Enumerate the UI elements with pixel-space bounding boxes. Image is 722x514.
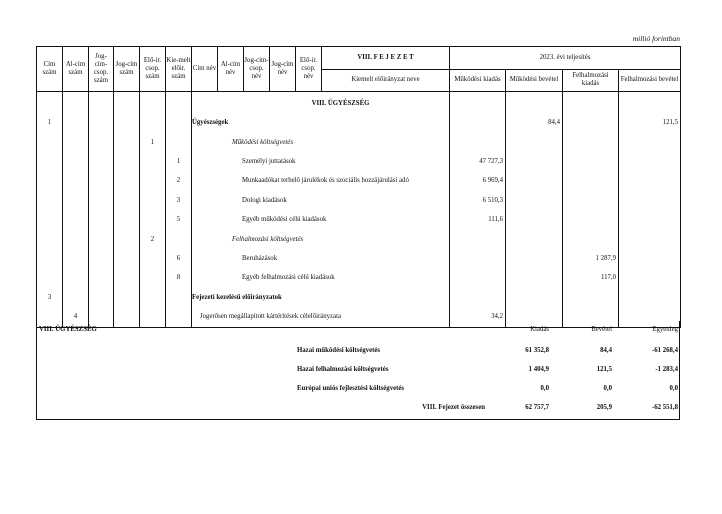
code-cell bbox=[37, 249, 63, 268]
header-jogcim-nev: Jog-cím név bbox=[270, 47, 296, 92]
code-cell bbox=[37, 152, 63, 171]
budget-table bbox=[36, 46, 681, 328]
summary-value: 0,0 bbox=[603, 385, 612, 392]
value-cell: 117,0 bbox=[563, 269, 619, 288]
table-row bbox=[37, 269, 681, 288]
value-cell bbox=[619, 172, 681, 191]
code-cell bbox=[114, 191, 140, 210]
code-cell bbox=[63, 249, 89, 268]
value-cell bbox=[619, 133, 681, 152]
row-name: Fejezeti kezelésű előirányzatok bbox=[192, 288, 450, 307]
value-cell bbox=[563, 113, 619, 132]
header-cim-szam: Cím szám bbox=[37, 47, 63, 92]
code-cell bbox=[63, 210, 89, 229]
table-row bbox=[37, 113, 681, 132]
summary-col-egyenleg: Egyenleg bbox=[652, 326, 678, 333]
summary-value: 0,0 bbox=[540, 385, 549, 392]
table-row bbox=[37, 210, 681, 229]
value-cell bbox=[450, 249, 506, 268]
header-jogcimcsop-nev: Jog-cím-csop. név bbox=[244, 47, 270, 92]
code-cell bbox=[37, 133, 63, 152]
code-cell: 4 bbox=[63, 307, 89, 327]
value-cell: 47 727,3 bbox=[450, 152, 506, 171]
code-cell bbox=[166, 92, 192, 114]
table-row bbox=[37, 92, 681, 114]
code-cell: 1 bbox=[37, 113, 63, 132]
code-cell bbox=[89, 113, 114, 132]
header-mukodesi-kiadas: Működési kiadás bbox=[450, 69, 506, 92]
value-cell bbox=[506, 133, 563, 152]
value-cell: 121,5 bbox=[619, 113, 681, 132]
header-period: 2023. évi teljesítés bbox=[450, 47, 681, 70]
header-cim-nev: Cím név bbox=[192, 47, 218, 92]
header-alcim-szam: Al-cím szám bbox=[63, 47, 89, 92]
code-cell bbox=[140, 113, 166, 132]
code-cell bbox=[114, 133, 140, 152]
value-cell bbox=[506, 92, 563, 114]
code-cell bbox=[166, 288, 192, 307]
code-cell bbox=[63, 288, 89, 307]
code-cell bbox=[114, 152, 140, 171]
summary-value: 1 404,9 bbox=[528, 366, 549, 373]
row-name: Egyéb működési célú kiadások bbox=[192, 210, 450, 229]
summary-value: -61 268,4 bbox=[651, 347, 678, 354]
value-cell bbox=[563, 172, 619, 191]
code-cell bbox=[89, 92, 114, 114]
value-cell: 84,4 bbox=[506, 113, 563, 132]
code-cell: 1 bbox=[140, 133, 166, 152]
value-cell bbox=[506, 210, 563, 229]
value-cell bbox=[619, 210, 681, 229]
code-cell bbox=[89, 191, 114, 210]
value-cell bbox=[563, 191, 619, 210]
row-name: VIII. ÜGYÉSZSÉG bbox=[192, 92, 450, 114]
row-name: Munkaadókat terhelő járulékok és szociális hozzájárulási adó bbox=[192, 172, 450, 191]
header-mukodesi-bevetel: Működési bevétel bbox=[506, 69, 563, 92]
code-cell bbox=[166, 133, 192, 152]
header-eloir-csop-szam: Elő-ir. csop. szám bbox=[140, 47, 166, 92]
summary-line-label: Európai uniós fejlesztési költségvetés bbox=[297, 385, 405, 392]
code-cell bbox=[63, 269, 89, 288]
code-cell bbox=[114, 92, 140, 114]
code-cell: 8 bbox=[166, 269, 192, 288]
code-cell bbox=[89, 230, 114, 249]
code-cell bbox=[140, 92, 166, 114]
value-cell bbox=[619, 191, 681, 210]
summary-value: -62 551,8 bbox=[651, 404, 678, 411]
header-jogcim-szam: Jog-cím szám bbox=[114, 47, 140, 92]
code-cell bbox=[63, 152, 89, 171]
table-row bbox=[37, 230, 681, 249]
summary-line-label: VIII. Fejezet összesen bbox=[422, 404, 485, 411]
header-felhalmozasi-kiadas: Felhalmozási kiadás bbox=[563, 69, 619, 92]
code-cell bbox=[140, 152, 166, 171]
value-cell: 1 287,9 bbox=[563, 249, 619, 268]
code-cell: 2 bbox=[140, 230, 166, 249]
code-cell bbox=[140, 191, 166, 210]
code-cell bbox=[63, 230, 89, 249]
code-cell bbox=[63, 92, 89, 114]
value-cell bbox=[506, 152, 563, 171]
value-cell bbox=[619, 249, 681, 268]
code-cell bbox=[63, 191, 89, 210]
value-cell bbox=[563, 210, 619, 229]
code-cell bbox=[89, 269, 114, 288]
unit-label: millió forintban bbox=[632, 34, 680, 43]
value-cell bbox=[506, 288, 563, 307]
value-cell bbox=[450, 269, 506, 288]
code-cell bbox=[140, 249, 166, 268]
table-row bbox=[37, 133, 681, 152]
value-cell bbox=[563, 230, 619, 249]
value-cell bbox=[563, 92, 619, 114]
row-name: Egyéb felhalmozási célú kiadások bbox=[192, 269, 450, 288]
value-cell: 34,2 bbox=[450, 307, 506, 327]
code-cell bbox=[140, 210, 166, 229]
value-cell: 6 969,4 bbox=[450, 172, 506, 191]
value-cell bbox=[619, 152, 681, 171]
row-name: Jogerősen megállapított kártérítések célelőirányzata bbox=[192, 307, 450, 327]
code-cell bbox=[114, 249, 140, 268]
code-cell bbox=[37, 92, 63, 114]
value-cell bbox=[619, 288, 681, 307]
value-cell bbox=[506, 191, 563, 210]
header-kiemelt-eloir-szam: Kie-melt előir. szám bbox=[166, 47, 192, 92]
code-cell bbox=[63, 133, 89, 152]
header-alcim-nev: Al-cím név bbox=[218, 47, 244, 92]
table-row bbox=[37, 288, 681, 307]
code-cell bbox=[37, 191, 63, 210]
code-cell bbox=[37, 210, 63, 229]
value-cell bbox=[619, 230, 681, 249]
code-cell bbox=[89, 210, 114, 229]
code-cell: 3 bbox=[37, 288, 63, 307]
code-cell bbox=[166, 230, 192, 249]
value-cell bbox=[563, 288, 619, 307]
value-cell bbox=[450, 288, 506, 307]
value-cell bbox=[450, 230, 506, 249]
code-cell: 1 bbox=[166, 152, 192, 171]
value-cell bbox=[450, 92, 506, 114]
code-cell bbox=[140, 288, 166, 307]
code-cell bbox=[114, 288, 140, 307]
header-felhalmozasi-bevetel: Felhalmozási bevétel bbox=[619, 69, 681, 92]
summary-section bbox=[36, 321, 680, 420]
code-cell bbox=[63, 172, 89, 191]
value-cell bbox=[506, 230, 563, 249]
summary-value: 0,0 bbox=[669, 385, 678, 392]
value-cell bbox=[619, 269, 681, 288]
code-cell bbox=[114, 210, 140, 229]
value-cell bbox=[450, 113, 506, 132]
code-cell: 3 bbox=[166, 191, 192, 210]
row-name: Beruházások bbox=[192, 249, 450, 268]
code-cell bbox=[166, 113, 192, 132]
table-row bbox=[37, 249, 681, 268]
code-cell: 2 bbox=[166, 172, 192, 191]
header-eloir-csop-nev: Elő-ir. csop. név bbox=[296, 47, 322, 92]
code-cell bbox=[89, 172, 114, 191]
code-cell bbox=[89, 249, 114, 268]
summary-value: 205,9 bbox=[596, 404, 612, 411]
code-cell: 5 bbox=[166, 210, 192, 229]
code-cell bbox=[89, 288, 114, 307]
header-jogcimcsop-szam: Jog-cím-csop. szám bbox=[89, 47, 114, 92]
row-name: Dologi kiadások bbox=[192, 191, 450, 210]
summary-title: VIII. ÜGYÉSZSÉG bbox=[39, 326, 97, 333]
table-row bbox=[37, 191, 681, 210]
code-cell bbox=[89, 133, 114, 152]
value-cell bbox=[619, 92, 681, 114]
value-cell: 111,6 bbox=[450, 210, 506, 229]
code-cell bbox=[114, 230, 140, 249]
summary-col-bevetel: Bevétel bbox=[591, 326, 612, 333]
value-cell bbox=[506, 172, 563, 191]
summary-value: -1 283,4 bbox=[655, 366, 678, 373]
summary-value: 62 757,7 bbox=[525, 404, 549, 411]
code-cell bbox=[37, 172, 63, 191]
summary-value: 121,5 bbox=[596, 366, 612, 373]
value-cell bbox=[563, 133, 619, 152]
code-cell bbox=[89, 152, 114, 171]
table-row bbox=[37, 172, 681, 191]
row-name: Felhalmozási költségvetés bbox=[192, 230, 450, 249]
row-name: Ügyészségek bbox=[192, 113, 450, 132]
value-cell bbox=[450, 133, 506, 152]
header-name-col: Kiemelt előirányzat neve bbox=[322, 69, 450, 92]
value-cell bbox=[563, 152, 619, 171]
code-cell bbox=[114, 269, 140, 288]
summary-line-label: Hazai felhalmozási költségvetés bbox=[297, 366, 389, 373]
value-cell bbox=[506, 249, 563, 268]
table-row bbox=[37, 152, 681, 171]
code-cell bbox=[140, 269, 166, 288]
summary-value: 84,4 bbox=[600, 347, 612, 354]
code-cell bbox=[114, 113, 140, 132]
row-name: Működési költségvetés bbox=[192, 133, 450, 152]
header-chapter: VIII. F E J E Z E T bbox=[322, 47, 450, 70]
code-cell bbox=[37, 269, 63, 288]
row-name: Személyi juttatások bbox=[192, 152, 450, 171]
code-cell bbox=[140, 172, 166, 191]
value-cell bbox=[506, 269, 563, 288]
code-cell: 6 bbox=[166, 249, 192, 268]
code-cell bbox=[63, 113, 89, 132]
code-cell bbox=[37, 230, 63, 249]
summary-col-kiadas: Kiadás bbox=[530, 326, 549, 333]
value-cell: 6 510,3 bbox=[450, 191, 506, 210]
summary-line-label: Hazai működési költségvetés bbox=[297, 347, 381, 354]
summary-value: 61 352,8 bbox=[525, 347, 549, 354]
code-cell bbox=[114, 172, 140, 191]
